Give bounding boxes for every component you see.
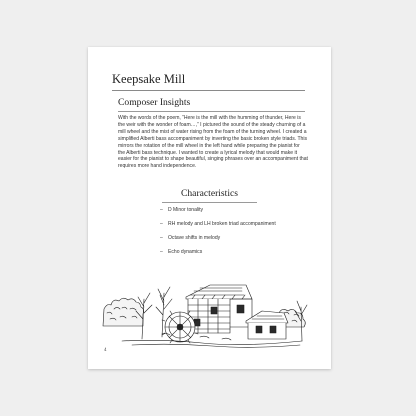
characteristics-divider [162,202,257,203]
characteristic-item: – D Minor tonality [160,207,280,214]
page-title: Keepsake Mill [112,72,186,86]
mill-illustration [102,269,316,349]
composer-insights-paragraph: With the words of the poem, “Here is the mill with the humming of thunder, Here is the weir with the wonder of foam…,” I pictured the sound of the steady churning of a mill wheel and the mist of water rising from the foam of the turning wheel. I created a simplified Alberti bass accompaniment by inverting the basic broken style triads. This mirrors the rotation of the mill wheel in the left hand while preparing the pianist for the Alberti bass technique. I wanted to create a lyrical melody that would make it easier for the pianist to shape beautiful, singing phrases over an accompaniment that requires more hand independence. [118,115,308,170]
book-page [88,47,331,369]
characteristic-item: – Octave shifts in melody [160,235,280,242]
title-divider [112,90,305,91]
characteristic-item: – RH melody and LH broken triad accompaniment [160,221,280,228]
section-divider [118,111,305,112]
characteristics-heading: Characteristics [180,188,238,199]
composer-insights-heading: Composer Insights [118,97,191,108]
page-number: 4 [104,348,107,353]
characteristics-list [160,207,280,263]
characteristic-item: – Echo dynamics [160,249,280,256]
